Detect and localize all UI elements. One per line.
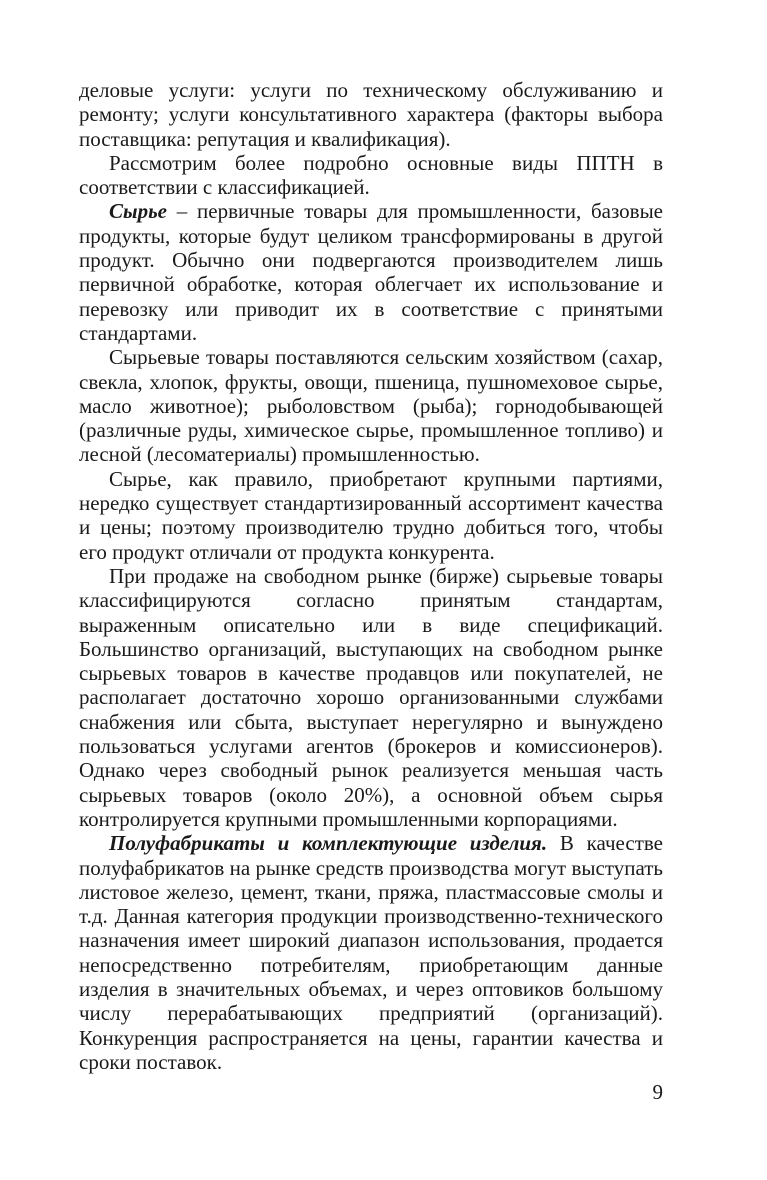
paragraph-raw-sources: [79, 345, 663, 466]
paragraph-intro: [79, 151, 663, 200]
paragraph-text: В качестве полуфабрикатов на рынке средств производства могут выступать листовое железо, цемент, ткани, пряжа, пластмассовые смолы и т.д. Данная категория продукции производственно-технического назначения имеет широкий диапазон использования, продается непосредственно потребителям, приобретающим данные изделия в значительных объемах, и через оптовиков большому числу перерабатывающих предприятий (организаций). Конкуренция распространяется на цены, гарантии качества и сроки поставок.: [79, 831, 663, 1074]
paragraph-text: Сырье, как правило, приобретают крупными партиями, нередко существует стандартизированный ассортимент качества и цены; поэтому производителю трудно добиться того, чтобы его продукт отличали от продукта конкурента.: [79, 466, 663, 564]
paragraph-text: При продаже на свободном рынке (бирже) сырьевые товары классифицируются согласно принятым стандартам, выраженным описательно или в виде спецификаций. Большинство организаций, выступающих на свободном рынке сырьевых товаров в качестве продавцов или покупателей, не располагает достаточно хорошо организованными службами снабжения или сбыта, выступает нерегулярно и вынуждено пользоваться услугами агентов (брокеров и комиссионеров). Однако через свободный рынок реализуется меньшая часть сырьевых товаров (около 20%), а основной объем сырья контролируется крупными промышленными корпорациями.: [79, 563, 663, 831]
paragraph-free-market: [79, 564, 663, 831]
paragraph-text: – первичные товары для промышленности, базовые продукты, которые будут целиком трансформированы в другой продукт. Обычно они подвергаются производителем лишь первичной обработке, которая облегчает их использование и перевозку или приводит их в соответствие с принятыми стандартами.: [79, 199, 663, 345]
paragraph-raw-purchasing: [79, 467, 663, 564]
paragraph-business-services: [79, 78, 663, 151]
page-body: [79, 78, 663, 1074]
paragraph-text: деловые услуги: услуги по техническому обслуживанию и ремонту; услуги консультативного характера (факторы выбора поставщика: репутация и квалификация).: [79, 78, 663, 151]
paragraph-raw-materials: [79, 199, 663, 345]
paragraph-semi-finished: [79, 831, 663, 1074]
term-raw-materials: Сырье: [109, 199, 167, 224]
paragraph-text: Сырьевые товары поставляются сельским хозяйством (сахар, свекла, хлопок, фрукты, овощи, пшеница, пушномеховое сырье, масло животное); рыболовством (рыба); горнодобывающей (различные руды, химическое сырье, промышленное топливо) и лесной (лесоматериалы) промышленностью.: [79, 345, 663, 467]
paragraph-text: Рассмотрим более подробно основные виды ППТН в соответствии с классификацией.: [79, 150, 663, 200]
page-number: 9: [652, 1080, 663, 1104]
term-semi-finished: Полуфабрикаты и комплектующие изделия.: [109, 831, 548, 856]
